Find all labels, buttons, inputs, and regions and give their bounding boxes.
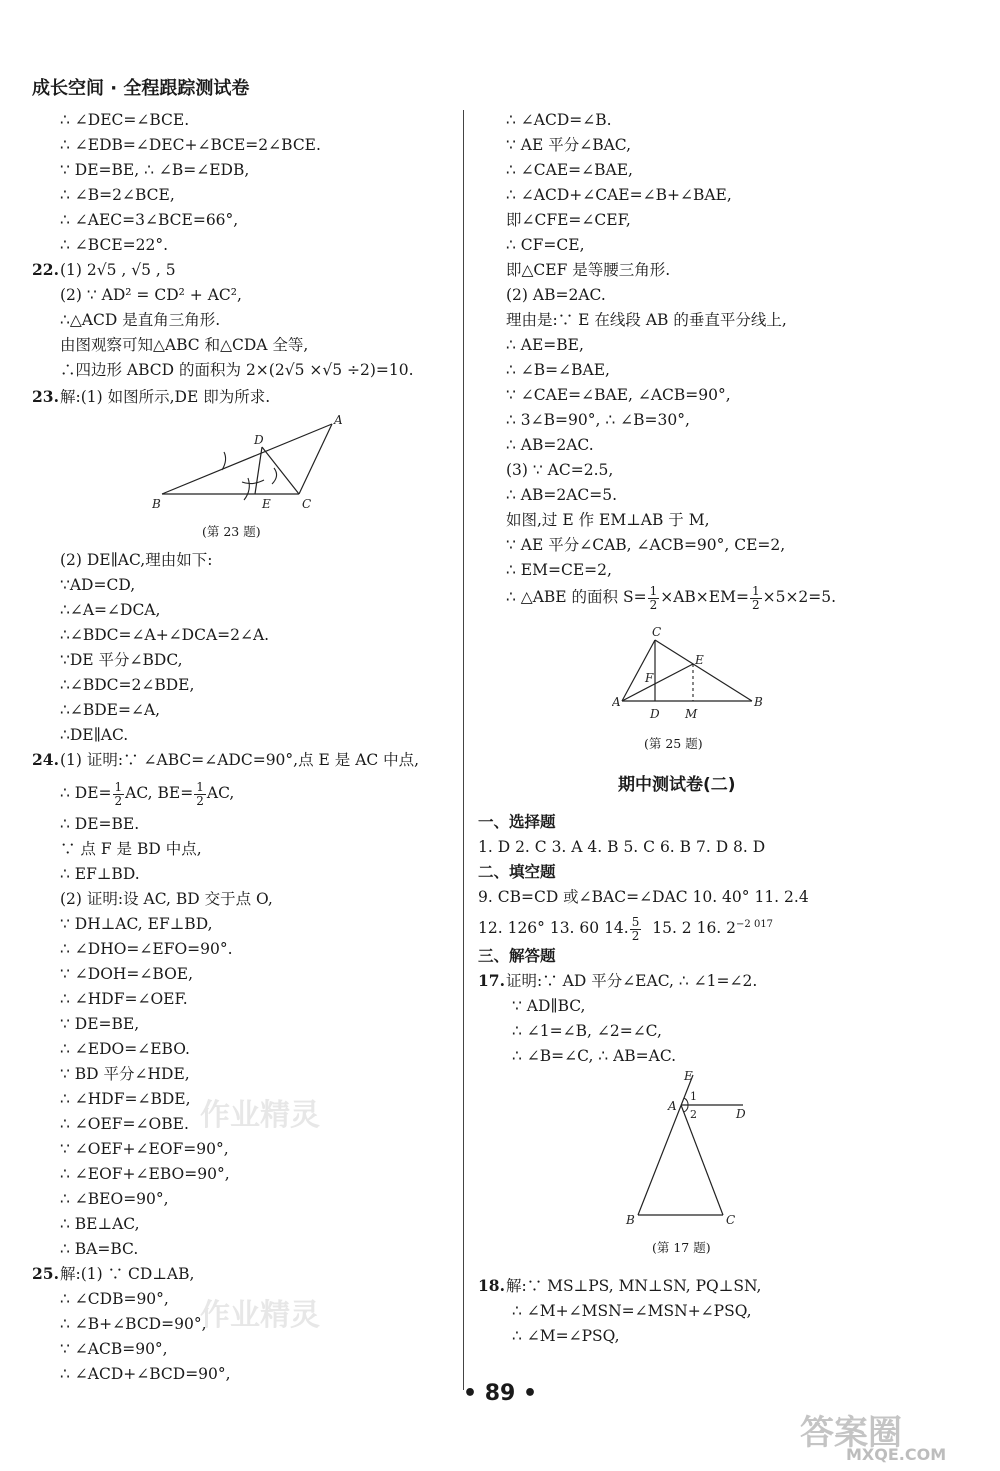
fraction-numerator: 1 xyxy=(114,779,123,794)
text-line: ∴ AE=BE, xyxy=(506,336,584,354)
text-line: ∴ ∠EDB=∠DEC+∠BCE=2∠BCE. xyxy=(60,136,321,154)
answer-line xyxy=(478,910,773,943)
section-heading: 三、解答题 xyxy=(478,946,556,965)
text-line: ∴ AB=2AC=5. xyxy=(506,486,618,504)
section-title: 期中测试卷(二) xyxy=(618,775,736,795)
figure-caption: (第 23 题) xyxy=(202,524,261,539)
fraction-numerator: 5 xyxy=(631,914,640,929)
page-number: • 89 • xyxy=(462,1381,538,1406)
text-line-with-fractions xyxy=(60,778,234,808)
text-line: 解:(1) ∵ CD⊥AB, xyxy=(60,1265,195,1283)
svg-text:E: E xyxy=(684,1070,693,1083)
text-line: (2) ∵ AD² = CD² + AC², xyxy=(60,286,242,304)
text-segment: ×AB×EM= xyxy=(660,588,749,606)
svg-text:1: 1 xyxy=(690,1090,697,1103)
text-line: ∴∠BDC=2∠BDE, xyxy=(60,676,195,694)
text-line: ∵ 点 F 是 BD 中点, xyxy=(60,840,202,858)
text-segment: AC, BE= xyxy=(125,784,194,802)
svg-text:D: D xyxy=(650,707,660,721)
text-line: ∴ ∠M+∠MSN=∠MSN+∠PSQ, xyxy=(512,1302,752,1320)
text-line: ∴ DE=BE. xyxy=(60,815,140,833)
text-line: ∴ ∠B=2∠BCE, xyxy=(60,186,175,204)
text-line: ∴ EF⊥BD. xyxy=(60,865,140,883)
fraction-half xyxy=(113,781,125,808)
text-line: ∴ ∠OEF=∠OBE. xyxy=(60,1115,189,1133)
svg-text:B: B xyxy=(152,497,161,511)
question-number: 25. xyxy=(32,1264,59,1283)
svg-text:C: C xyxy=(726,1213,736,1227)
fraction-denominator: 2 xyxy=(114,793,123,808)
text-line: ∴∠A=∠DCA, xyxy=(60,601,161,619)
text-line: 如图,过 E 作 EM⊥AB 于 M, xyxy=(506,511,710,529)
text-line: ∴ ∠CAE=∠BAE, xyxy=(506,161,633,179)
watermark-logo: 答案圈 xyxy=(800,1413,902,1453)
text-segment: ∴ △ABE 的面积 S= xyxy=(506,588,647,606)
text-line: 解:∵ MS⊥PS, MN⊥SN, PQ⊥SN, xyxy=(506,1277,762,1295)
fraction-five-halves xyxy=(630,916,642,943)
figure-23 xyxy=(152,412,352,512)
watermark: 作业精灵 xyxy=(200,1098,320,1133)
text-line: ∴ ∠1=∠B, ∠2=∠C, xyxy=(512,1022,662,1040)
text-segment: ∴ DE= xyxy=(60,784,112,802)
question-number: 17. xyxy=(478,971,505,990)
text-line: ∴四边形 ABCD 的面积为 2×(2√5 ×√5 ÷2)=10. xyxy=(60,361,414,379)
text-line: 证明:∵ AD 平分∠EAC, ∴ ∠1=∠2. xyxy=(506,972,758,990)
figure-caption: (第 17 题) xyxy=(652,1240,711,1255)
text-line: 解:(1) 如图所示,DE 即为所求. xyxy=(60,388,271,406)
text-line: ∵ AD∥BC, xyxy=(512,997,586,1015)
text-line: ∴DE∥AC. xyxy=(60,726,129,744)
text-line: (2) DE∥AC,理由如下: xyxy=(60,551,213,569)
text-line: ∴ ∠BEO=90°, xyxy=(60,1190,169,1208)
fraction-denominator: 2 xyxy=(751,597,760,612)
text-line: (2) 证明:设 AC, BD 交于点 O, xyxy=(60,890,273,908)
question-number: 18. xyxy=(478,1276,505,1295)
figure-17 xyxy=(618,1070,768,1230)
figure-25 xyxy=(612,626,772,726)
text-line: ∴ ∠ACD+∠CAE=∠B+∠BAE, xyxy=(506,186,732,204)
text-line: 即∠CFE=∠CEF, xyxy=(506,211,631,229)
svg-text:A: A xyxy=(668,1099,677,1113)
text-line: ∴ CF=CE, xyxy=(506,236,585,254)
text-line: ∴∠BDE=∠A, xyxy=(60,701,161,719)
answer-line: 1. D 2. C 3. A 4. B 5. C 6. B 7. D 8. D xyxy=(478,838,766,856)
text-line: ∴ EM=CE=2, xyxy=(506,561,612,579)
text-line: ∴ ∠AEC=3∠BCE=66°, xyxy=(60,211,239,229)
text-line: ∵ AE 平分∠BAC, xyxy=(506,136,632,154)
svg-text:C: C xyxy=(302,497,312,511)
text-segment: ×5×2=5. xyxy=(762,588,837,606)
text-line: ∴ ∠B=∠C, ∴ AB=AC. xyxy=(512,1047,677,1065)
fraction-denominator: 2 xyxy=(631,928,640,943)
svg-text:A: A xyxy=(612,695,621,709)
text-line: ∵ BD 平分∠HDE, xyxy=(60,1065,190,1083)
svg-text:D: D xyxy=(736,1107,746,1121)
running-header: 成长空间 · 全程跟踪测试卷 xyxy=(32,78,250,99)
text-line: ∴ ∠ACD=∠B. xyxy=(506,111,612,129)
question-number: 24. xyxy=(32,750,59,769)
text-line: ∴ BE⊥AC, xyxy=(60,1215,140,1233)
answer-line: 9. CB=CD 或∠BAC=∠DAC 10. 40° 11. 2.4 xyxy=(478,888,809,906)
text-line: ∴ AB=2AC. xyxy=(506,436,594,454)
watermark: 作业精灵 xyxy=(200,1298,320,1333)
text-line: ∵ ∠ACB=90°, xyxy=(60,1340,168,1358)
watermark-url: MXQE.COM xyxy=(846,1445,947,1464)
text-line: ∴ BA=BC. xyxy=(60,1240,139,1258)
section-heading: 一、选择题 xyxy=(478,812,556,831)
text-line: ∴ ∠B+∠BCD=90°, xyxy=(60,1315,207,1333)
text-line: 由图观察可知△ABC 和△CDA 全等, xyxy=(60,336,309,354)
text-line: ∵ DE=BE, ∴ ∠B=∠EDB, xyxy=(60,161,250,179)
text-line: ∴ ∠CDB=90°, xyxy=(60,1290,169,1308)
text-line: ∴ ∠BCE=22°. xyxy=(60,236,169,254)
svg-text:F: F xyxy=(645,671,654,685)
svg-text:A: A xyxy=(334,413,343,427)
text-line: ∴ ∠ACD+∠BCD=90°, xyxy=(60,1365,231,1383)
svg-text:E: E xyxy=(695,653,704,667)
svg-text:B: B xyxy=(626,1213,635,1227)
text-line: ∴∠BDC=∠A+∠DCA=2∠A. xyxy=(60,626,270,644)
svg-text:M: M xyxy=(685,707,698,721)
text-line: (1) 证明:∵ ∠ABC=∠ADC=90°,点 E 是 AC 中点, xyxy=(60,751,420,769)
fraction-denominator: 2 xyxy=(649,597,658,612)
text-line: ∵DE 平分∠BDC, xyxy=(60,651,183,669)
text-line: ∴ ∠DEC=∠BCE. xyxy=(60,111,190,129)
exponent: −2 017 xyxy=(736,919,774,930)
fraction-half xyxy=(194,781,206,808)
text-line: ∴ ∠M=∠PSQ, xyxy=(512,1327,620,1345)
text-line: ∵AD=CD, xyxy=(60,576,136,594)
text-line: ∴ ∠EDO=∠EBO. xyxy=(60,1040,190,1058)
text-line: ∵ AE 平分∠CAB, ∠ACB=90°, CE=2, xyxy=(506,536,786,554)
fraction-half xyxy=(750,585,762,612)
fraction-half xyxy=(648,585,660,612)
text-line: ∴ ∠DHO=∠EFO=90°. xyxy=(60,940,233,958)
text-line: ∴ ∠EOF+∠EBO=90°, xyxy=(60,1165,230,1183)
section-heading: 二、填空题 xyxy=(478,862,556,881)
figure-caption: (第 25 题) xyxy=(644,736,703,751)
text-line: ∵ ∠DOH=∠BOE, xyxy=(60,965,194,983)
svg-text:D: D xyxy=(254,433,264,447)
text-segment: AC, xyxy=(206,784,235,802)
fraction-numerator: 1 xyxy=(196,779,204,794)
text-line: ∵ ∠OEF+∠EOF=90°, xyxy=(60,1140,229,1158)
text-line: ∴△ACD 是直角三角形. xyxy=(60,311,221,329)
question-number: 22. xyxy=(32,260,59,279)
svg-text:B: B xyxy=(754,695,763,709)
text-line-with-fractions xyxy=(506,582,836,612)
fraction-numerator: 1 xyxy=(751,583,760,598)
text-line: ∴ 3∠B=90°, ∴ ∠B=30°, xyxy=(506,411,690,429)
text-line: 即△CEF 是等腰三角形. xyxy=(506,261,671,279)
fraction-denominator: 2 xyxy=(196,793,204,808)
text-line: ∵ ∠CAE=∠BAE, ∠ACB=90°, xyxy=(506,386,731,404)
svg-text:E: E xyxy=(262,497,271,511)
text-line: ∵ DE=BE, xyxy=(60,1015,140,1033)
text-segment: 15. 2 16. 2 xyxy=(652,919,737,938)
text-segment: 12. 126° 13. 60 14. xyxy=(478,919,629,938)
text-line: (2) AB=2AC. xyxy=(506,286,606,304)
text-line: ∴ ∠HDF=∠BDE, xyxy=(60,1090,191,1108)
text-line: ∵ DH⊥AC, EF⊥BD, xyxy=(60,915,213,933)
text-line: (3) ∵ AC=2.5, xyxy=(506,461,614,479)
svg-text:2: 2 xyxy=(690,1108,697,1121)
svg-text:C: C xyxy=(652,626,662,639)
fraction-numerator: 1 xyxy=(649,583,658,598)
text-line: 理由是:∵ E 在线段 AB 的垂直平分线上, xyxy=(506,311,787,329)
text-line: ∴ ∠B=∠BAE, xyxy=(506,361,610,379)
question-number: 23. xyxy=(32,387,59,406)
text-line: (1) 2√5 , √5 , 5 xyxy=(60,261,176,279)
column-divider xyxy=(463,110,464,1390)
text-line: ∴ ∠HDF=∠OEF. xyxy=(60,990,188,1008)
